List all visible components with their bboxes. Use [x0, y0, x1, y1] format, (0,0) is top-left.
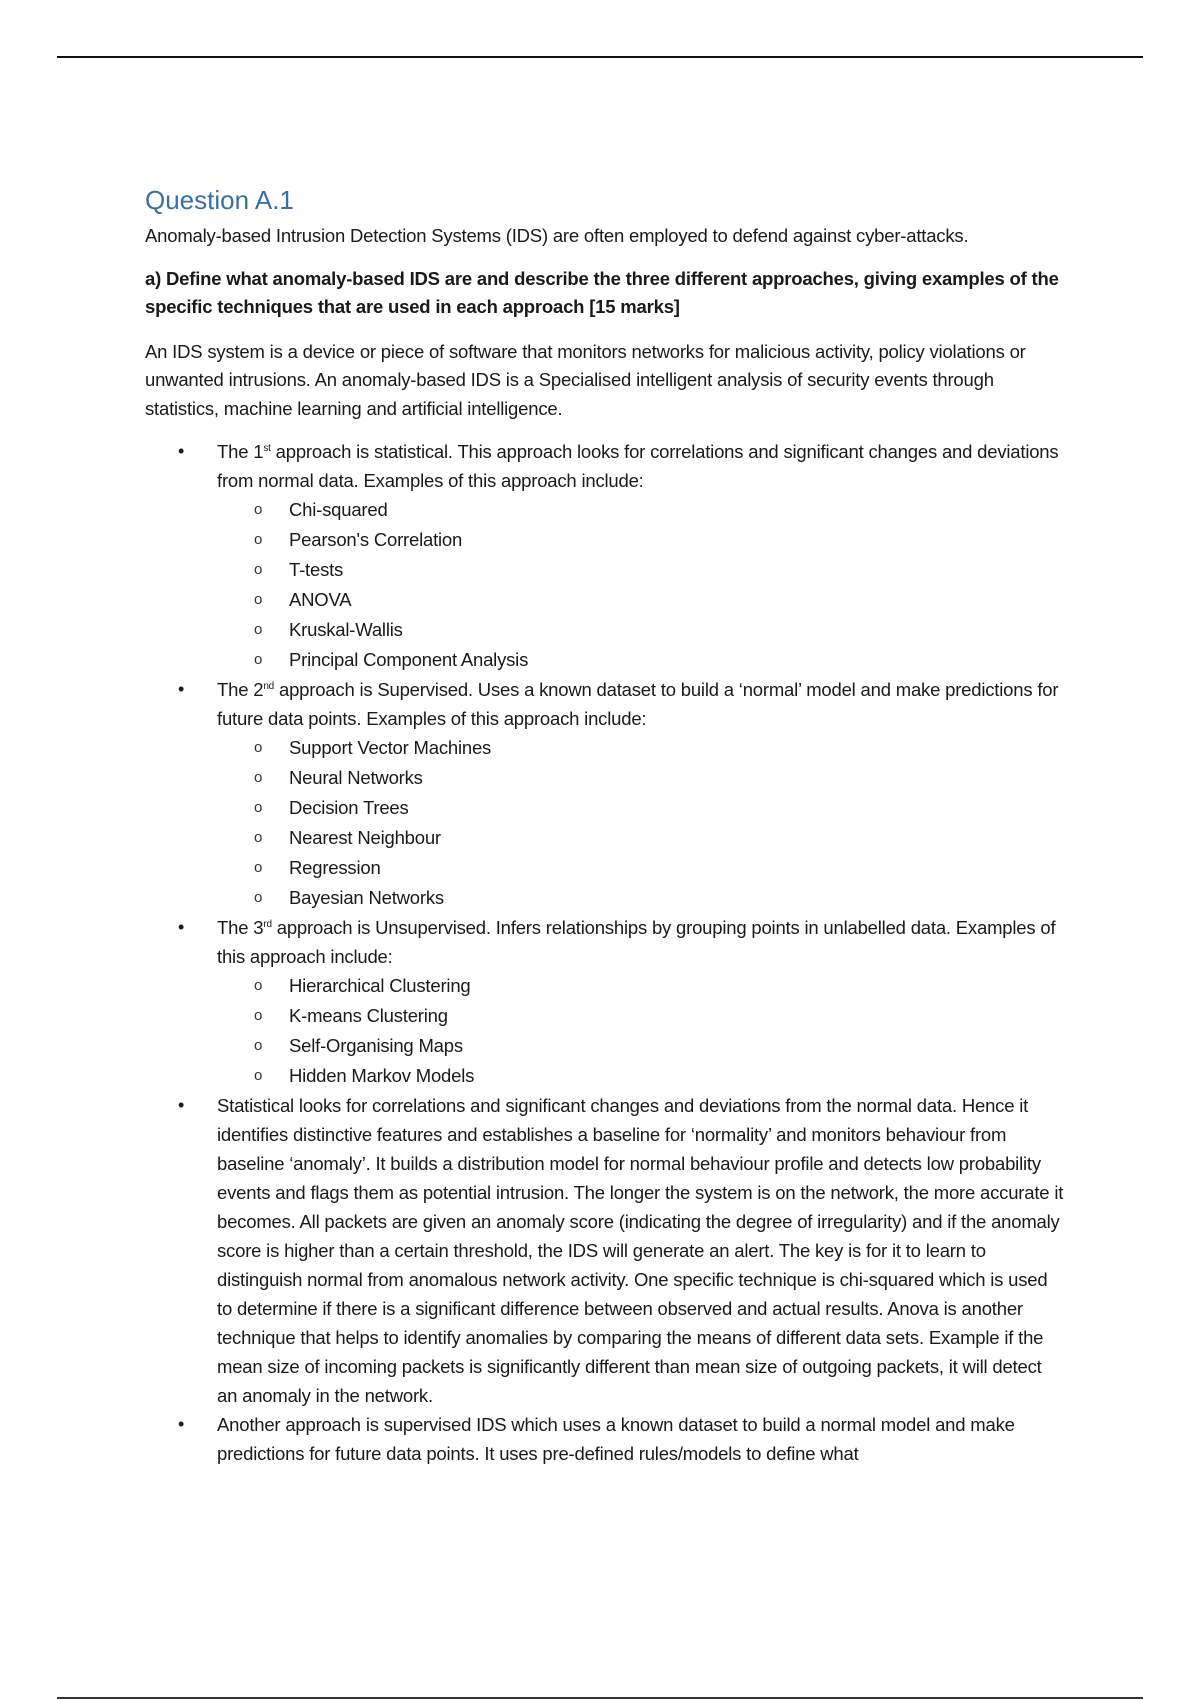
answer-paragraph: An IDS system is a device or piece of software that monitors networks for malicious activity, policy violations or unwanted intrusions. An anomaly-based IDS is a Specialised intelligent analysis of security events through statistics, machine learning and artificial intelligence. [145, 340, 1026, 419]
circle-bullet-icon: o [254, 859, 263, 876]
example-item [217, 525, 1065, 555]
example-text: K-means Clustering [289, 1005, 448, 1026]
example-text: ANOVA [289, 589, 352, 610]
ordinal-suffix: st [263, 442, 271, 454]
paragraph-text: Another approach is supervised IDS which uses a known dataset to build a normal model and make predictions for future data points. It uses pre-defined rules/models to define what [217, 1414, 1015, 1464]
approach-item [145, 913, 1065, 1091]
ordinal-suffix: nd [263, 680, 275, 692]
example-item [217, 853, 1065, 883]
question-heading: Question A.1 [145, 185, 294, 215]
examples-list [217, 495, 1065, 675]
example-text: Kruskal-Wallis [289, 619, 403, 640]
example-text: Pearson's Correlation [289, 529, 463, 550]
example-item [217, 585, 1065, 615]
circle-bullet-icon: o [254, 829, 263, 846]
approach-prefix: The 2 [217, 679, 264, 700]
paragraph-item [145, 1091, 1065, 1410]
example-text: Principal Component Analysis [289, 649, 529, 670]
example-text: T-tests [289, 559, 344, 580]
example-item [217, 645, 1065, 675]
question-prompt: a) Define what anomaly-based IDS are and describe the three different approaches, giving examples of the specific techniques that are used in each approach [15 marks] [145, 267, 1059, 317]
circle-bullet-icon: o [254, 799, 263, 816]
example-text: Hidden Markov Models [289, 1065, 475, 1086]
circle-bullet-icon: o [254, 769, 263, 786]
example-text: Bayesian Networks [289, 887, 444, 908]
example-text: Self-Organising Maps [289, 1035, 463, 1056]
circle-bullet-icon: o [254, 531, 263, 548]
example-item [217, 615, 1065, 645]
example-item [217, 823, 1065, 853]
circle-bullet-icon: o [254, 1037, 263, 1054]
bullet-icon: • [178, 679, 185, 699]
example-text: Support Vector Machines [289, 737, 492, 758]
example-item [217, 555, 1065, 585]
paragraph-text: Statistical looks for correlations and significant changes and deviations from the normal data. Hence it identifies distinctive features and establishes a baseline for ‘normality’ and monitors behaviour from baseline ‘anomaly’. It builds a distribution model for normal behaviour profile and detects low probability events and flags them as potential intrusion. The longer the system is on the network, the more accurate it becomes. All packets are given an anomaly score (indicating the degree of irregularity) and if the anomaly score is higher than a certain threshold, the IDS will generate an alert. The key is for it to learn to distinguish normal from anomalous network activity. One specific technique is chi-squared which is used to determine if there is a significant difference between observed and actual results. Anova is another technique that helps to identify anomalies by comparing the means of different data sets. Example if the mean size of incoming packets is significantly different than mean size of outgoing packets, it will detect an anomaly in the network. [217, 1095, 1064, 1406]
example-item [217, 883, 1065, 913]
intro-paragraph: Anomaly-based Intrusion Detection Systems (IDS) are often employed to defend against cyber-attacks. [145, 225, 969, 246]
circle-bullet-icon: o [254, 739, 263, 756]
examples-list [217, 971, 1065, 1091]
circle-bullet-icon: o [254, 1067, 263, 1084]
circle-bullet-icon: o [254, 591, 263, 608]
approach-prefix: The 1 [217, 441, 264, 462]
circle-bullet-icon: o [254, 651, 263, 668]
approach-text: approach is Unsupervised. Infers relationships by grouping points in unlabelled data. Examples of this approach include: [217, 917, 1056, 967]
circle-bullet-icon: o [254, 501, 263, 518]
header-rule [57, 56, 1143, 58]
example-text: Chi-squared [289, 499, 388, 520]
approach-item [145, 437, 1065, 675]
approach-text: approach is Supervised. Uses a known dataset to build a ‘normal’ model and make predictions for future data points. Examples of this approach include: [217, 679, 1059, 729]
example-item [217, 1001, 1065, 1031]
circle-bullet-icon: o [254, 889, 263, 906]
example-item [217, 763, 1065, 793]
examples-list [217, 733, 1065, 913]
example-item [217, 793, 1065, 823]
example-text: Hierarchical Clustering [289, 975, 471, 996]
footer-rule [57, 1697, 1143, 1699]
document-page [145, 182, 1065, 1468]
example-item [217, 1031, 1065, 1061]
example-text: Neural Networks [289, 767, 423, 788]
example-text: Nearest Neighbour [289, 827, 441, 848]
approach-text: approach is statistical. This approach looks for correlations and significant changes and deviations from normal data. Examples of this approach include: [217, 441, 1059, 491]
example-item [217, 495, 1065, 525]
example-item [217, 1061, 1065, 1091]
example-text: Regression [289, 857, 381, 878]
example-text: Decision Trees [289, 797, 409, 818]
example-item [217, 971, 1065, 1001]
circle-bullet-icon: o [254, 1007, 263, 1024]
bullet-icon: • [178, 1095, 185, 1115]
paragraph-item [145, 1410, 1065, 1468]
bullet-icon: • [178, 441, 185, 461]
approach-prefix: The 3 [217, 917, 264, 938]
ordinal-suffix: rd [263, 918, 272, 930]
approach-item [145, 675, 1065, 913]
circle-bullet-icon: o [254, 977, 263, 994]
approaches-list [145, 437, 1065, 1468]
circle-bullet-icon: o [254, 561, 263, 578]
bullet-icon: • [178, 1414, 185, 1434]
bullet-icon: • [178, 917, 185, 937]
example-item [217, 733, 1065, 763]
circle-bullet-icon: o [254, 621, 263, 638]
